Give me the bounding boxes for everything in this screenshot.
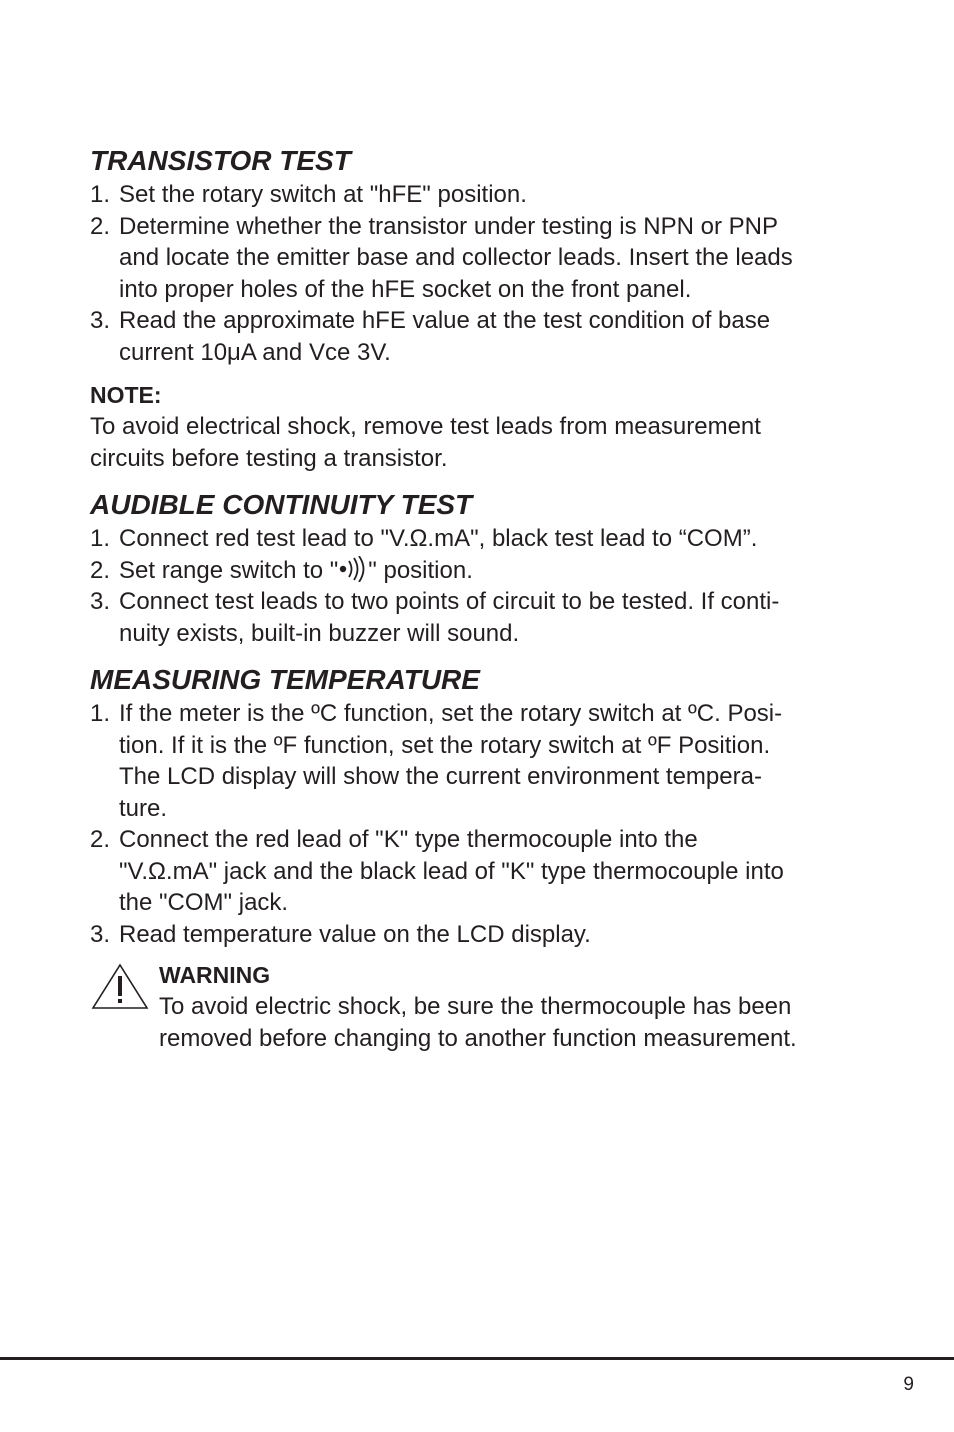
list-item <box>90 586 880 649</box>
continuity-steps <box>90 523 880 649</box>
step-text: Set the rotary switch at "hFE" position. <box>119 181 527 208</box>
continuity-test-section <box>90 487 880 649</box>
transistor-test-section <box>90 143 880 368</box>
step-text-after: " position. <box>368 556 473 584</box>
temperature-steps <box>90 698 880 950</box>
step-number: 2. <box>90 556 111 584</box>
note-line: circuits before testing a transistor. <box>90 444 448 472</box>
step-text: Read temperature value on the LCD display. <box>119 920 591 948</box>
warning-section <box>90 960 880 1055</box>
step-line: and locate the emitter base and collector leads. Insert the leads <box>119 244 793 271</box>
list-item <box>90 179 880 211</box>
list-item <box>90 824 880 919</box>
step-line: current 10μA and Vce 3V. <box>119 338 391 366</box>
step-number: 1. <box>90 700 111 727</box>
warning-text <box>159 991 880 1055</box>
step-number: 3. <box>90 307 111 334</box>
footer-divider <box>0 1357 954 1360</box>
step-number: 3. <box>90 920 111 948</box>
note-line: To avoid electrical shock, remove test leads from measurement <box>90 413 761 440</box>
list-item <box>90 555 880 587</box>
note-heading: NOTE: <box>90 382 162 408</box>
temperature-section <box>90 662 880 950</box>
warning-line: removed before changing to another function measurement. <box>159 1025 797 1052</box>
warning-triangle-icon <box>90 962 150 1012</box>
step-line: "V.Ω.mA" jack and the black lead of "K" type thermocouple into <box>119 857 784 885</box>
continuity-beep-icon <box>338 556 368 582</box>
step-line: ture. <box>119 794 168 822</box>
step-line: The LCD display will show the current environment tempera- <box>119 763 762 790</box>
step-line: tion. If it is the ºF function, set the rotary switch at ºF Position. <box>119 731 771 759</box>
list-item <box>90 919 880 951</box>
step-number: 3. <box>90 588 111 615</box>
step-text: Connect red test lead to "V.Ω.mA", black test lead to “COM”. <box>119 525 758 552</box>
step-number: 1. <box>90 181 111 208</box>
step-number: 2. <box>90 826 111 853</box>
step-line: If the meter is the ºC function, set the rotary switch at ºC. Posi- <box>119 700 783 727</box>
step-number: 1. <box>90 525 111 552</box>
step-line: Connect test leads to two points of circuit to be tested. If conti- <box>119 588 780 615</box>
warning-line: To avoid electric shock, be sure the thermocouple has been <box>159 993 792 1020</box>
list-item <box>90 305 880 368</box>
note-text <box>90 411 880 474</box>
warning-heading: WARNING <box>159 962 271 988</box>
page-content <box>90 143 880 1055</box>
step-line: nuity exists, built-in buzzer will sound. <box>119 619 520 647</box>
continuity-test-heading: AUDIBLE CONTINUITY TEST <box>90 489 473 520</box>
step-line: into proper holes of the hFE socket on the front panel. <box>119 275 692 303</box>
note-section <box>90 380 880 474</box>
step-line: Determine whether the transistor under testing is NPN or PNP <box>119 212 778 240</box>
list-item <box>90 523 880 555</box>
transistor-test-heading: TRANSISTOR TEST <box>90 145 351 176</box>
step-line: Read the approximate hFE value at the test condition of base <box>119 307 771 334</box>
list-item <box>90 698 880 824</box>
page-number: 9 <box>903 1374 914 1395</box>
temperature-heading: MEASURING TEMPERATURE <box>90 664 480 695</box>
transistor-steps <box>90 179 880 368</box>
step-line: Connect the red lead of "K" type thermocouple into the <box>119 826 698 853</box>
step-number: 2. <box>90 212 111 240</box>
list-item <box>90 211 880 306</box>
step-line: the "COM" jack. <box>119 889 289 916</box>
step-text-before: Set range switch to " <box>119 556 339 584</box>
